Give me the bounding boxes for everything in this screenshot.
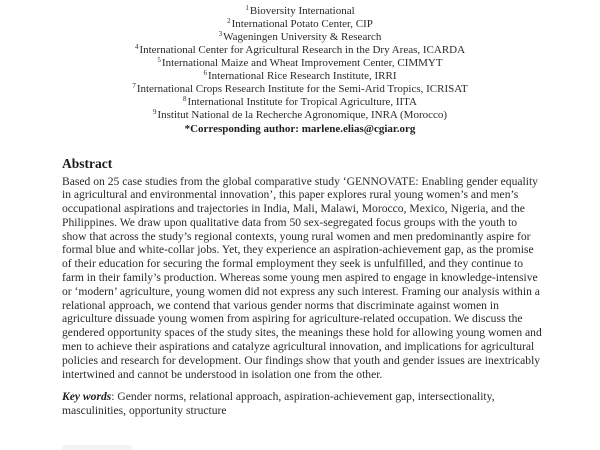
affiliation-name: International Center for Agricultural Research in the Dry Areas, ICARDA [139,44,466,56]
affiliation-name: Bioversity International [249,5,355,17]
affiliation-line [0,109,600,122]
abstract-body: Based on 25 case studies from the global comparative study ‘GENNOVATE: Enabling gender equality in agricultural and environmental innovation’, this paper explores rural young women’s and men’s occupational aspirations and trajectories in India, Mali, Malawi, Morocco, Mexico, Nigeria, and the Philippines. We draw upon qualitative data from 50 sex-segregated focus groups with the youth to show that across the study’s regional contexts, young rural women and men predominantly aspire for formal blue and white-collar jobs. Yet, they experience an aspiration-achievement gap, as the promise of their education for securing the formal employment they seek is unfulfilled, and they continue to farm in their family’s production. Whereas some young men aspired to engage in knowledge-intensive or ‘modern’ agriculture, young women did not express any such interest. Framing our analysis within a relational approach, we contend that various gender norms that discriminate against women in agriculture dissuade young women from aspiring for agriculture-related occupation. We discuss the gendered opportunity spaces of the study sites, the meanings these hold for allowing young women and men to achieve their aspirations and catalyze agricultural innovation, and implications for agricultural policies and research for development. Our findings show that youth and gender issues are inextricably intertwined and cannot be understood in isolation one from the other. [62,174,542,381]
affiliations-block [0,0,600,136]
affiliation-superscript: 1 [245,4,249,12]
affiliation-superscript: 6 [203,69,208,77]
affiliation-name: International Institute for Tropical Agriculture, IITA [187,96,417,108]
keywords-text: : Gender norms, relational approach, aspiration-achievement gap, intersectionality, masculinities, opportunity structure [62,390,495,418]
affiliation-superscript: 2 [227,17,231,25]
affiliation-superscript: 5 [157,56,161,64]
affiliation-line [0,70,600,83]
affiliation-line [0,5,600,18]
keywords-line [62,390,542,418]
affiliation-line [0,44,600,57]
affiliation-superscript: 7 [132,82,136,90]
faded-next-section-remnant [62,445,132,450]
affiliation-superscript: 4 [134,43,139,51]
affiliation-line [0,83,600,96]
affiliation-line [0,31,600,44]
abstract-heading: Abstract [62,155,113,171]
affiliation-name: International Crops Research Institute for the Semi-Arid Tropics, ICRISAT [136,83,468,95]
affiliation-name: International Potato Center, CIP [231,18,373,30]
affiliation-name: International Maize and Wheat Improvement Center, CIMMYT [161,57,443,69]
corresponding-author-line: *Corresponding author: marlene.elias@cgiar.org [184,122,416,135]
affiliation-name: International Rice Research Institute, IRRI [208,70,397,82]
affiliation-name: Wageningen University & Research [223,31,382,43]
abstract-section [62,156,542,419]
affiliation-line [0,57,600,70]
affiliation-superscript: 9 [152,108,157,116]
affiliation-line [0,18,600,31]
affiliation-name: Institut National de la Recherche Agronomique, INRA (Morocco) [157,109,448,121]
affiliation-superscript: 3 [218,30,223,38]
affiliation-line [0,96,600,109]
affiliation-superscript: 8 [183,95,187,103]
keywords-label: Key words [62,390,112,404]
